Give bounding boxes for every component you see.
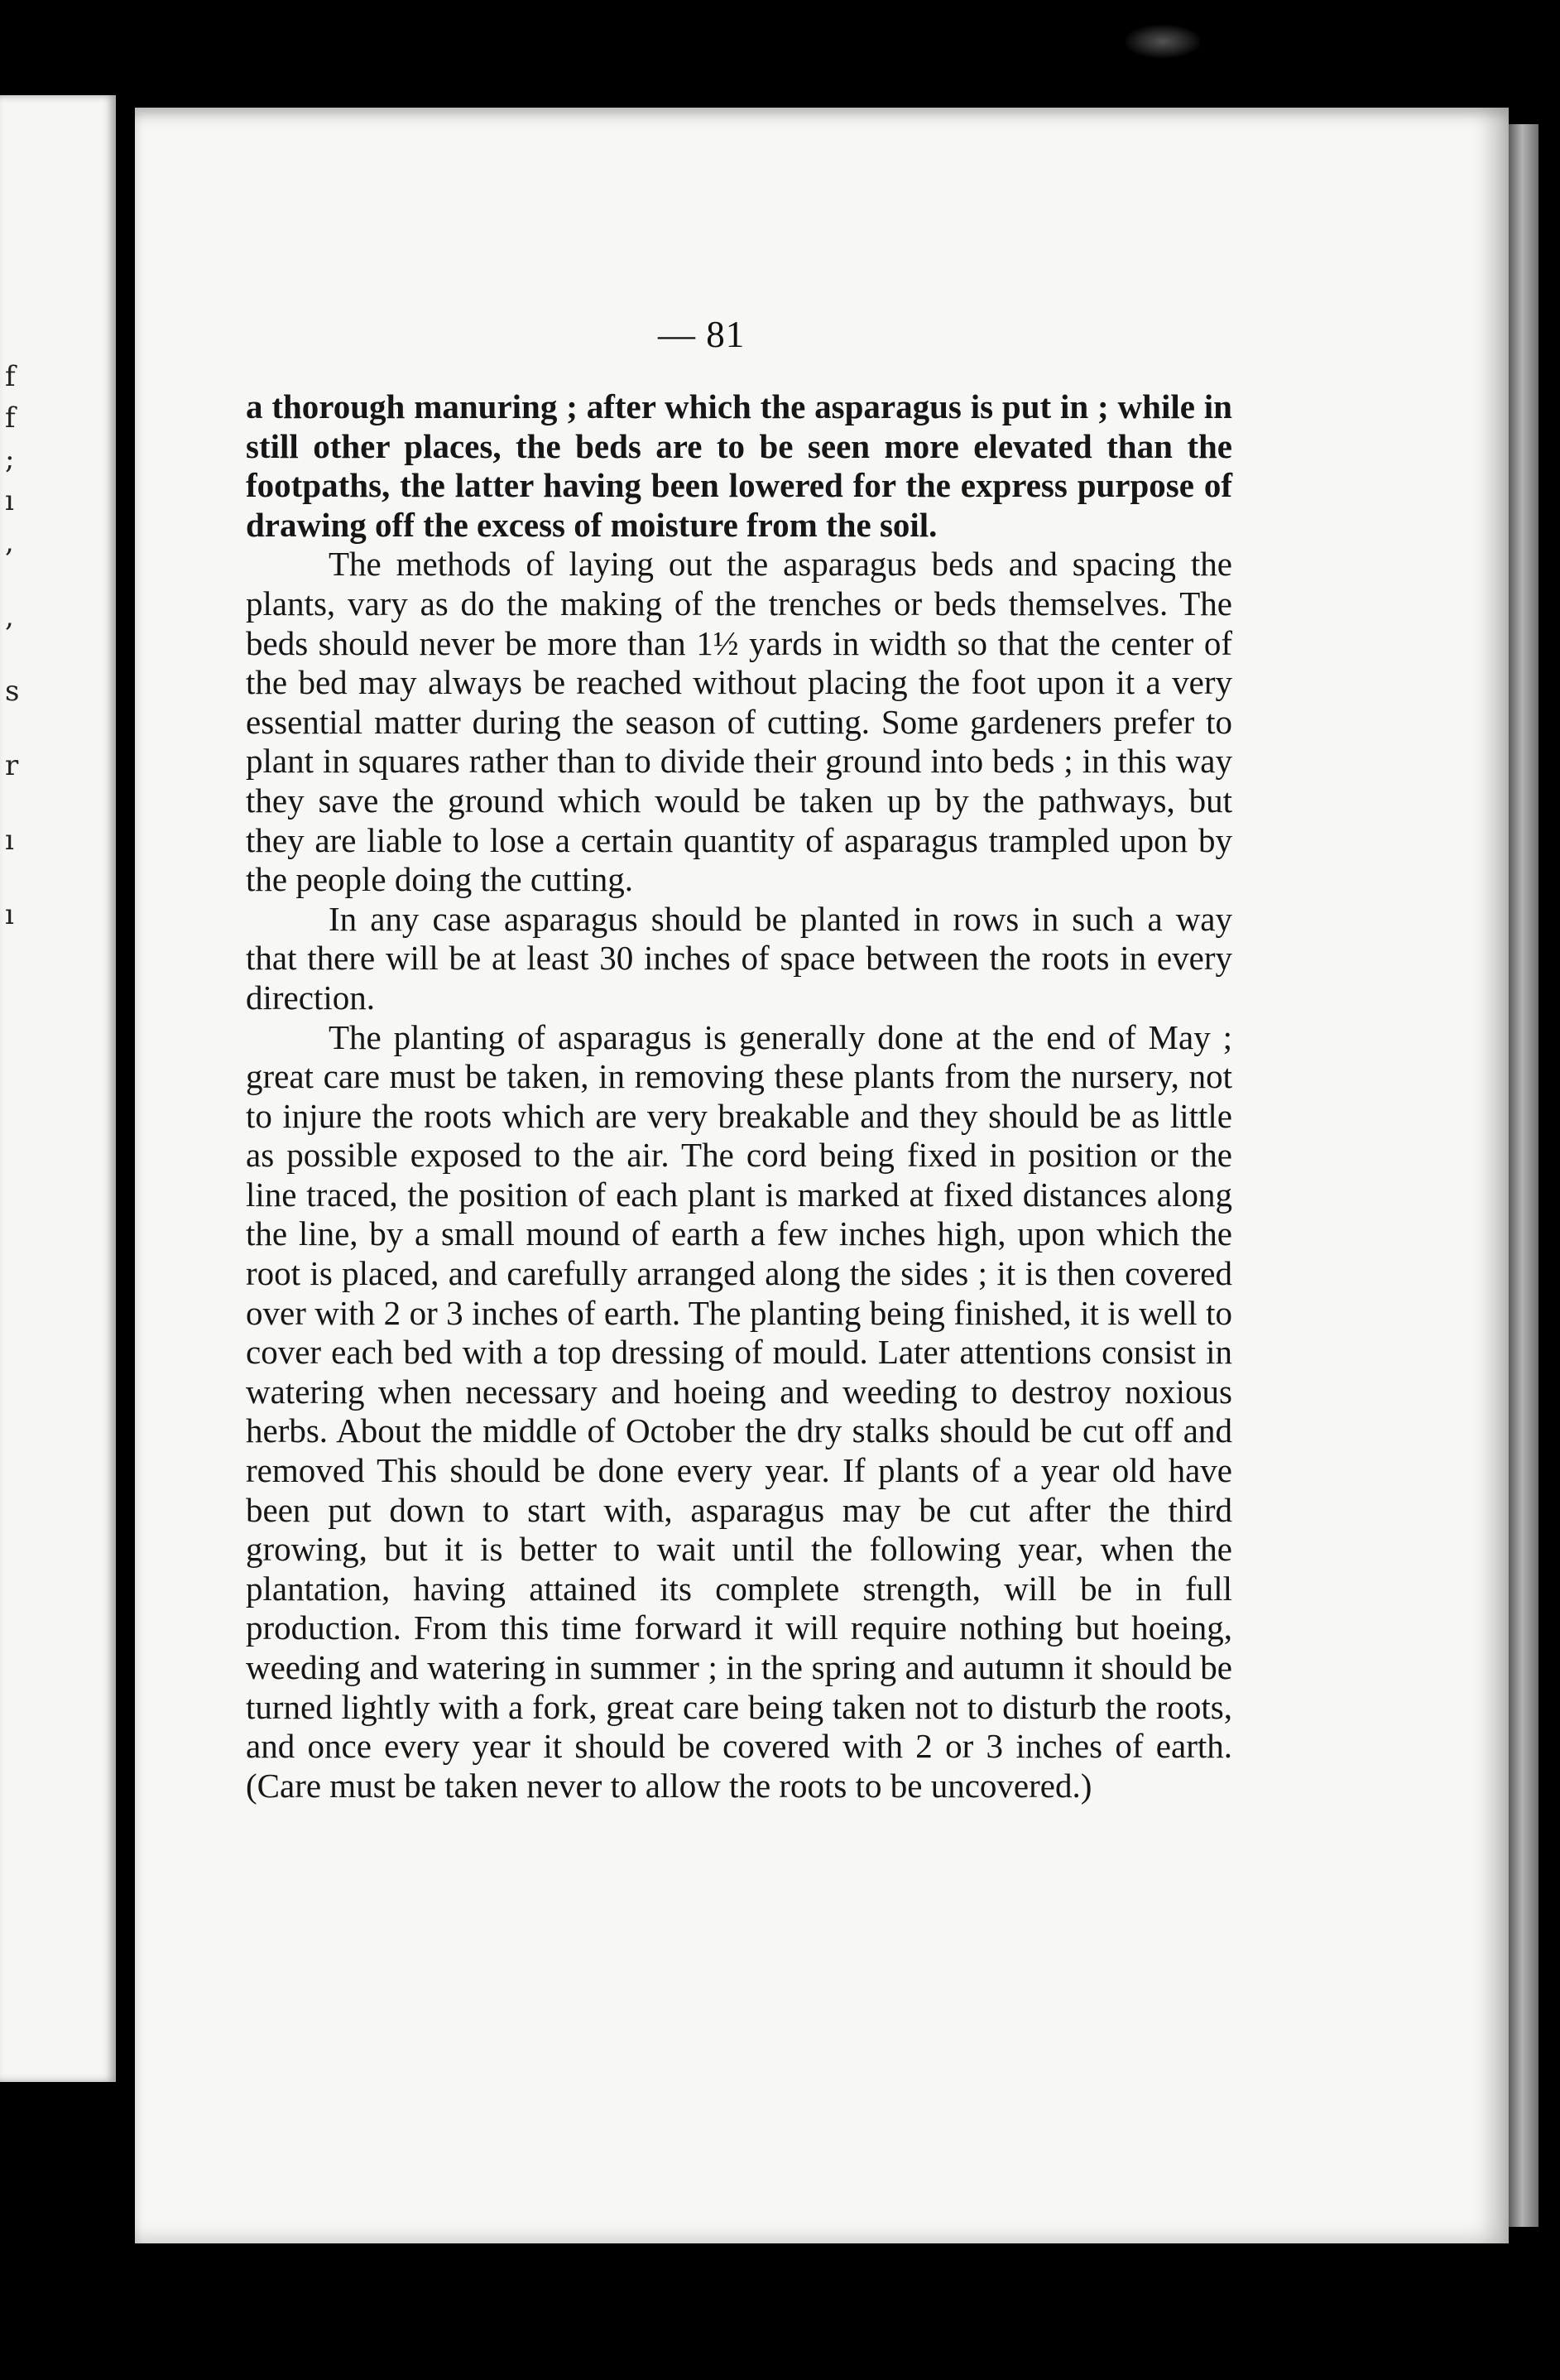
left-page-fragment: f	[5, 360, 16, 393]
left-page-edge	[0, 95, 116, 2082]
left-page-fragment: f	[5, 401, 16, 435]
left-page-fragment: ,	[5, 526, 14, 559]
page-edge-shadow	[1509, 124, 1538, 2227]
left-page-fragment: r	[5, 749, 19, 782]
page-number: — 81	[658, 314, 746, 355]
paragraph: In any case asparagus should be planted in rows in such a way that there will be at least 30 inches of space between the roots in every direction.	[246, 899, 1232, 1017]
paragraph: a thorough manuring ; after which the asparagus is put in ; while in still other places, the beds are to be seen more elevated than the footpaths, the latter having been lowered for the express purpose of drawing off the excess of moisture from the soil.	[246, 387, 1232, 544]
page-body	[246, 387, 1232, 1805]
left-page-fragment: ,	[5, 600, 14, 633]
left-page-fragment: ı	[5, 484, 14, 517]
scan-blemish	[1126, 25, 1200, 58]
left-page-fragment: ı	[5, 824, 14, 857]
paragraph: The methods of laying out the asparagus beds and spacing the plants, vary as do the making of the trenches or beds themselves. The beds should never be more than 1½ yards in width so that the center of the bed may always be reached without placing the foot upon it a very essential matter during the season of cutting. Some gardeners prefer to plant in squares rather than to divide their ground into beds ; in this way they save the ground which would be taken up by the pathways, but they are liable to lose a certain quantity of asparagus trampled upon by the people doing the cutting.	[246, 545, 1232, 899]
paragraph: The planting of asparagus is generally done at the end of May ; great care must be taken, in removing these plants from the nursery, not to injure the roots which are very breakable and they should be as little as possible exposed to the air. The cord being fixed in position or the line traced, the position of each plant is marked at fixed distances along the line, by a small mound of earth a few inches high, upon which the root is placed, and carefully arranged along the sides ; it is then covered over with 2 or 3 inches of earth. The planting being finished, it is well to cover each bed with a top dressing of mould. Later attentions consist in watering when necessary and hoeing and weeding to destroy noxious herbs. About the middle of October the dry stalks should be cut off and removed This should be done every year. If plants of a year old have been put down to start with, asparagus may be cut after the third growing, but it is better to wait until the following year, when the plantation, having attained its complete strength, will be in full production. From this time forward it will require nothing but hoeing, weeding and watering in summer ; in the spring and autumn it should be turned lightly with a fork, great care being taken not to disturb the roots, and once every year it should be covered with 2 or 3 inches of earth. (Care must be taken never to allow the roots to be uncovered.)	[246, 1017, 1232, 1805]
left-page-fragment: ı	[5, 898, 14, 931]
left-page-fragment: ;	[5, 443, 15, 476]
left-page-fragment: s	[5, 675, 20, 708]
